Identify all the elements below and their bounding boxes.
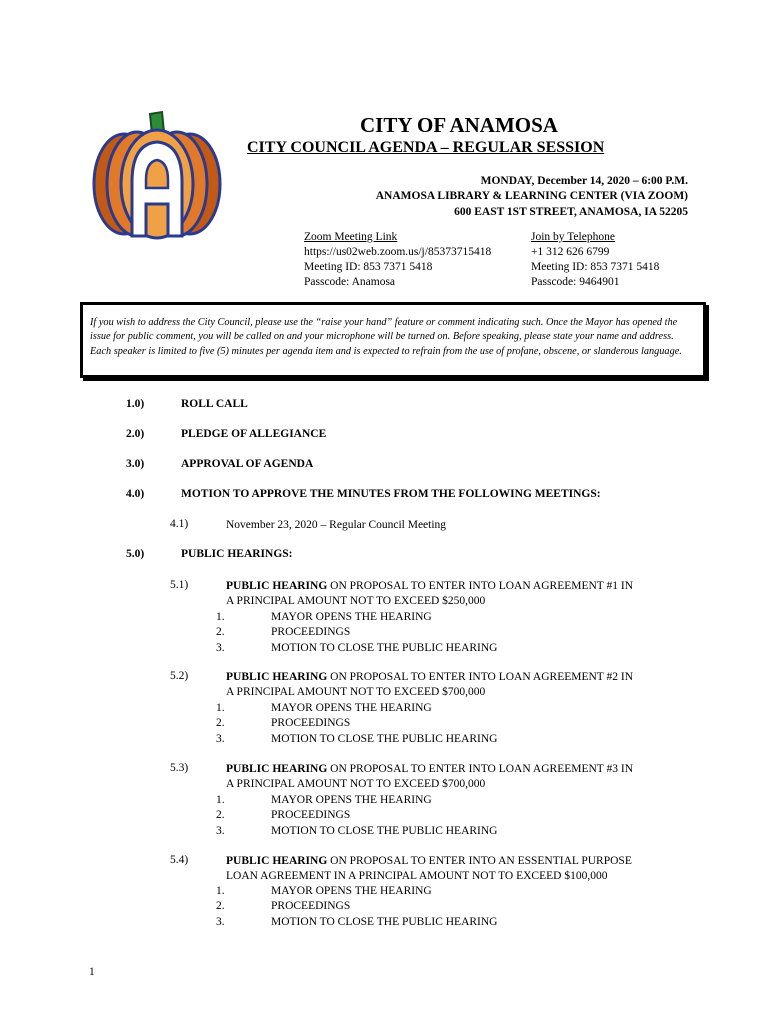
- step-text: MAYOR OPENS THE HEARING: [271, 794, 432, 806]
- telephone-heading: Join by Telephone: [531, 231, 615, 243]
- step-number: 2.: [216, 900, 225, 913]
- hearing-item: [226, 762, 633, 793]
- zoom-info: [304, 230, 491, 290]
- step-text: MAYOR OPENS THE HEARING: [271, 611, 432, 623]
- agenda-item-approval: APPROVAL OF AGENDA: [181, 458, 314, 470]
- notice-text: If you wish to address the City Council, please use the “raise your hand” feature or comment indicating such. Once the Mayor has opened the issue for public comment, you will be called on and your microphone will be turned on. Before speaking, please state your name and address. Each speaker is limited to five (5) minutes per agenda item and is expected to refrain from the use of profane, obscene, or slanderous language.: [90, 317, 682, 357]
- agenda-item-roll-call: ROLL CALL: [181, 398, 248, 410]
- hearing-text-line2: LOAN AGREEMENT IN A PRINCIPAL AMOUNT NOT TO EXCEED $100,000: [226, 870, 608, 883]
- step-number: 1.: [216, 611, 225, 623]
- zoom-link[interactable]: https://us02web.zoom.us/j/85373715418: [304, 246, 492, 258]
- hearing-item: [226, 670, 633, 701]
- step-number: 2.: [216, 717, 225, 730]
- pumpkin-logo-icon: [92, 104, 222, 240]
- agenda-number: 4.0): [126, 488, 145, 500]
- step-number: 1.: [216, 702, 225, 714]
- telephone-info: [531, 230, 659, 290]
- hearing-number: 5.1): [170, 579, 189, 591]
- hearing-text-line2: A PRINCIPAL AMOUNT NOT TO EXCEED $700,000: [226, 778, 486, 791]
- step-text: MAYOR OPENS THE HEARING: [271, 885, 432, 897]
- hearing-number: 5.2): [170, 670, 189, 682]
- hearing-lead: PUBLIC HEARING: [226, 763, 328, 775]
- step-number: 1.: [216, 885, 225, 897]
- step-text: MOTION TO CLOSE THE PUBLIC HEARING: [271, 824, 498, 837]
- step-number: 3.: [216, 641, 225, 654]
- step-text: MAYOR OPENS THE HEARING: [271, 702, 432, 714]
- page-title: CITY OF ANAMOSA: [360, 113, 558, 137]
- meeting-date: MONDAY, December 14, 2020 – 6:00 P.M.: [480, 175, 688, 187]
- zoom-heading: Zoom Meeting Link: [304, 231, 398, 243]
- step-number: 3.: [216, 732, 225, 745]
- telephone-passcode: Passcode: 9464901: [531, 276, 620, 288]
- hearing-lead: PUBLIC HEARING: [226, 580, 328, 592]
- zoom-meeting-id: Meeting ID: 853 7371 5418: [304, 261, 433, 273]
- hearing-text: ON PROPOSAL TO ENTER INTO AN ESSENTIAL PURPOSE: [327, 855, 632, 867]
- agenda-number: 5.0): [126, 548, 145, 560]
- page-number: 1: [89, 966, 95, 978]
- hearing-text-line2: A PRINCIPAL AMOUNT NOT TO EXCEED $250,000: [226, 595, 486, 608]
- hearing-lead: PUBLIC HEARING: [226, 855, 328, 867]
- hearing-item: [226, 854, 632, 885]
- telephone-number: +1 312 626 6799: [531, 246, 610, 258]
- hearing-number: 5.4): [170, 854, 189, 866]
- agenda-item-public-hearings: PUBLIC HEARINGS:: [181, 548, 293, 560]
- step-number: 3.: [216, 824, 225, 837]
- step-number: 2.: [216, 809, 225, 822]
- step-text: MOTION TO CLOSE THE PUBLIC HEARING: [271, 641, 498, 654]
- meeting-location: ANAMOSA LIBRARY & LEARNING CENTER (VIA ZOOM): [375, 190, 688, 202]
- telephone-meeting-id: Meeting ID: 853 7371 5418: [531, 261, 660, 273]
- hearing-text-line2: A PRINCIPAL AMOUNT NOT TO EXCEED $700,000: [226, 686, 486, 699]
- step-text: PROCEEDINGS: [271, 900, 351, 913]
- step-text: PROCEEDINGS: [271, 626, 351, 639]
- agenda-item-pledge: PLEDGE OF ALLEGIANCE: [181, 428, 327, 440]
- agenda-number: 1.0): [126, 398, 145, 410]
- agenda-item-minutes: MOTION TO APPROVE THE MINUTES FROM THE FOLLOWING MEETINGS:: [181, 488, 601, 500]
- page-subtitle: CITY COUNCIL AGENDA – REGULAR SESSION: [247, 139, 605, 156]
- public-comment-notice: [80, 302, 706, 378]
- step-text: MOTION TO CLOSE THE PUBLIC HEARING: [271, 732, 498, 745]
- meeting-address: 600 EAST 1ST STREET, ANAMOSA, IA 52205: [454, 206, 688, 218]
- step-number: 2.: [216, 626, 225, 639]
- hearing-number: 5.3): [170, 762, 189, 774]
- sub-item-number: 4.1): [170, 518, 189, 530]
- hearing-text: ON PROPOSAL TO ENTER INTO LOAN AGREEMENT #1 IN: [327, 580, 633, 592]
- step-number: 1.: [216, 794, 225, 806]
- zoom-passcode: Passcode: Anamosa: [304, 276, 396, 288]
- agenda-number: 2.0): [126, 428, 145, 440]
- step-number: 3.: [216, 915, 225, 928]
- step-text: PROCEEDINGS: [271, 717, 351, 730]
- sub-item-minutes-meeting: November 23, 2020 – Regular Council Meeting: [226, 519, 447, 531]
- hearing-item: [226, 579, 633, 610]
- step-text: PROCEEDINGS: [271, 809, 351, 822]
- hearing-text: ON PROPOSAL TO ENTER INTO LOAN AGREEMENT #3 IN: [327, 763, 633, 775]
- hearing-lead: PUBLIC HEARING: [226, 671, 328, 683]
- agenda-number: 3.0): [126, 458, 145, 470]
- hearing-text: ON PROPOSAL TO ENTER INTO LOAN AGREEMENT #2 IN: [327, 671, 633, 683]
- step-text: MOTION TO CLOSE THE PUBLIC HEARING: [271, 915, 498, 928]
